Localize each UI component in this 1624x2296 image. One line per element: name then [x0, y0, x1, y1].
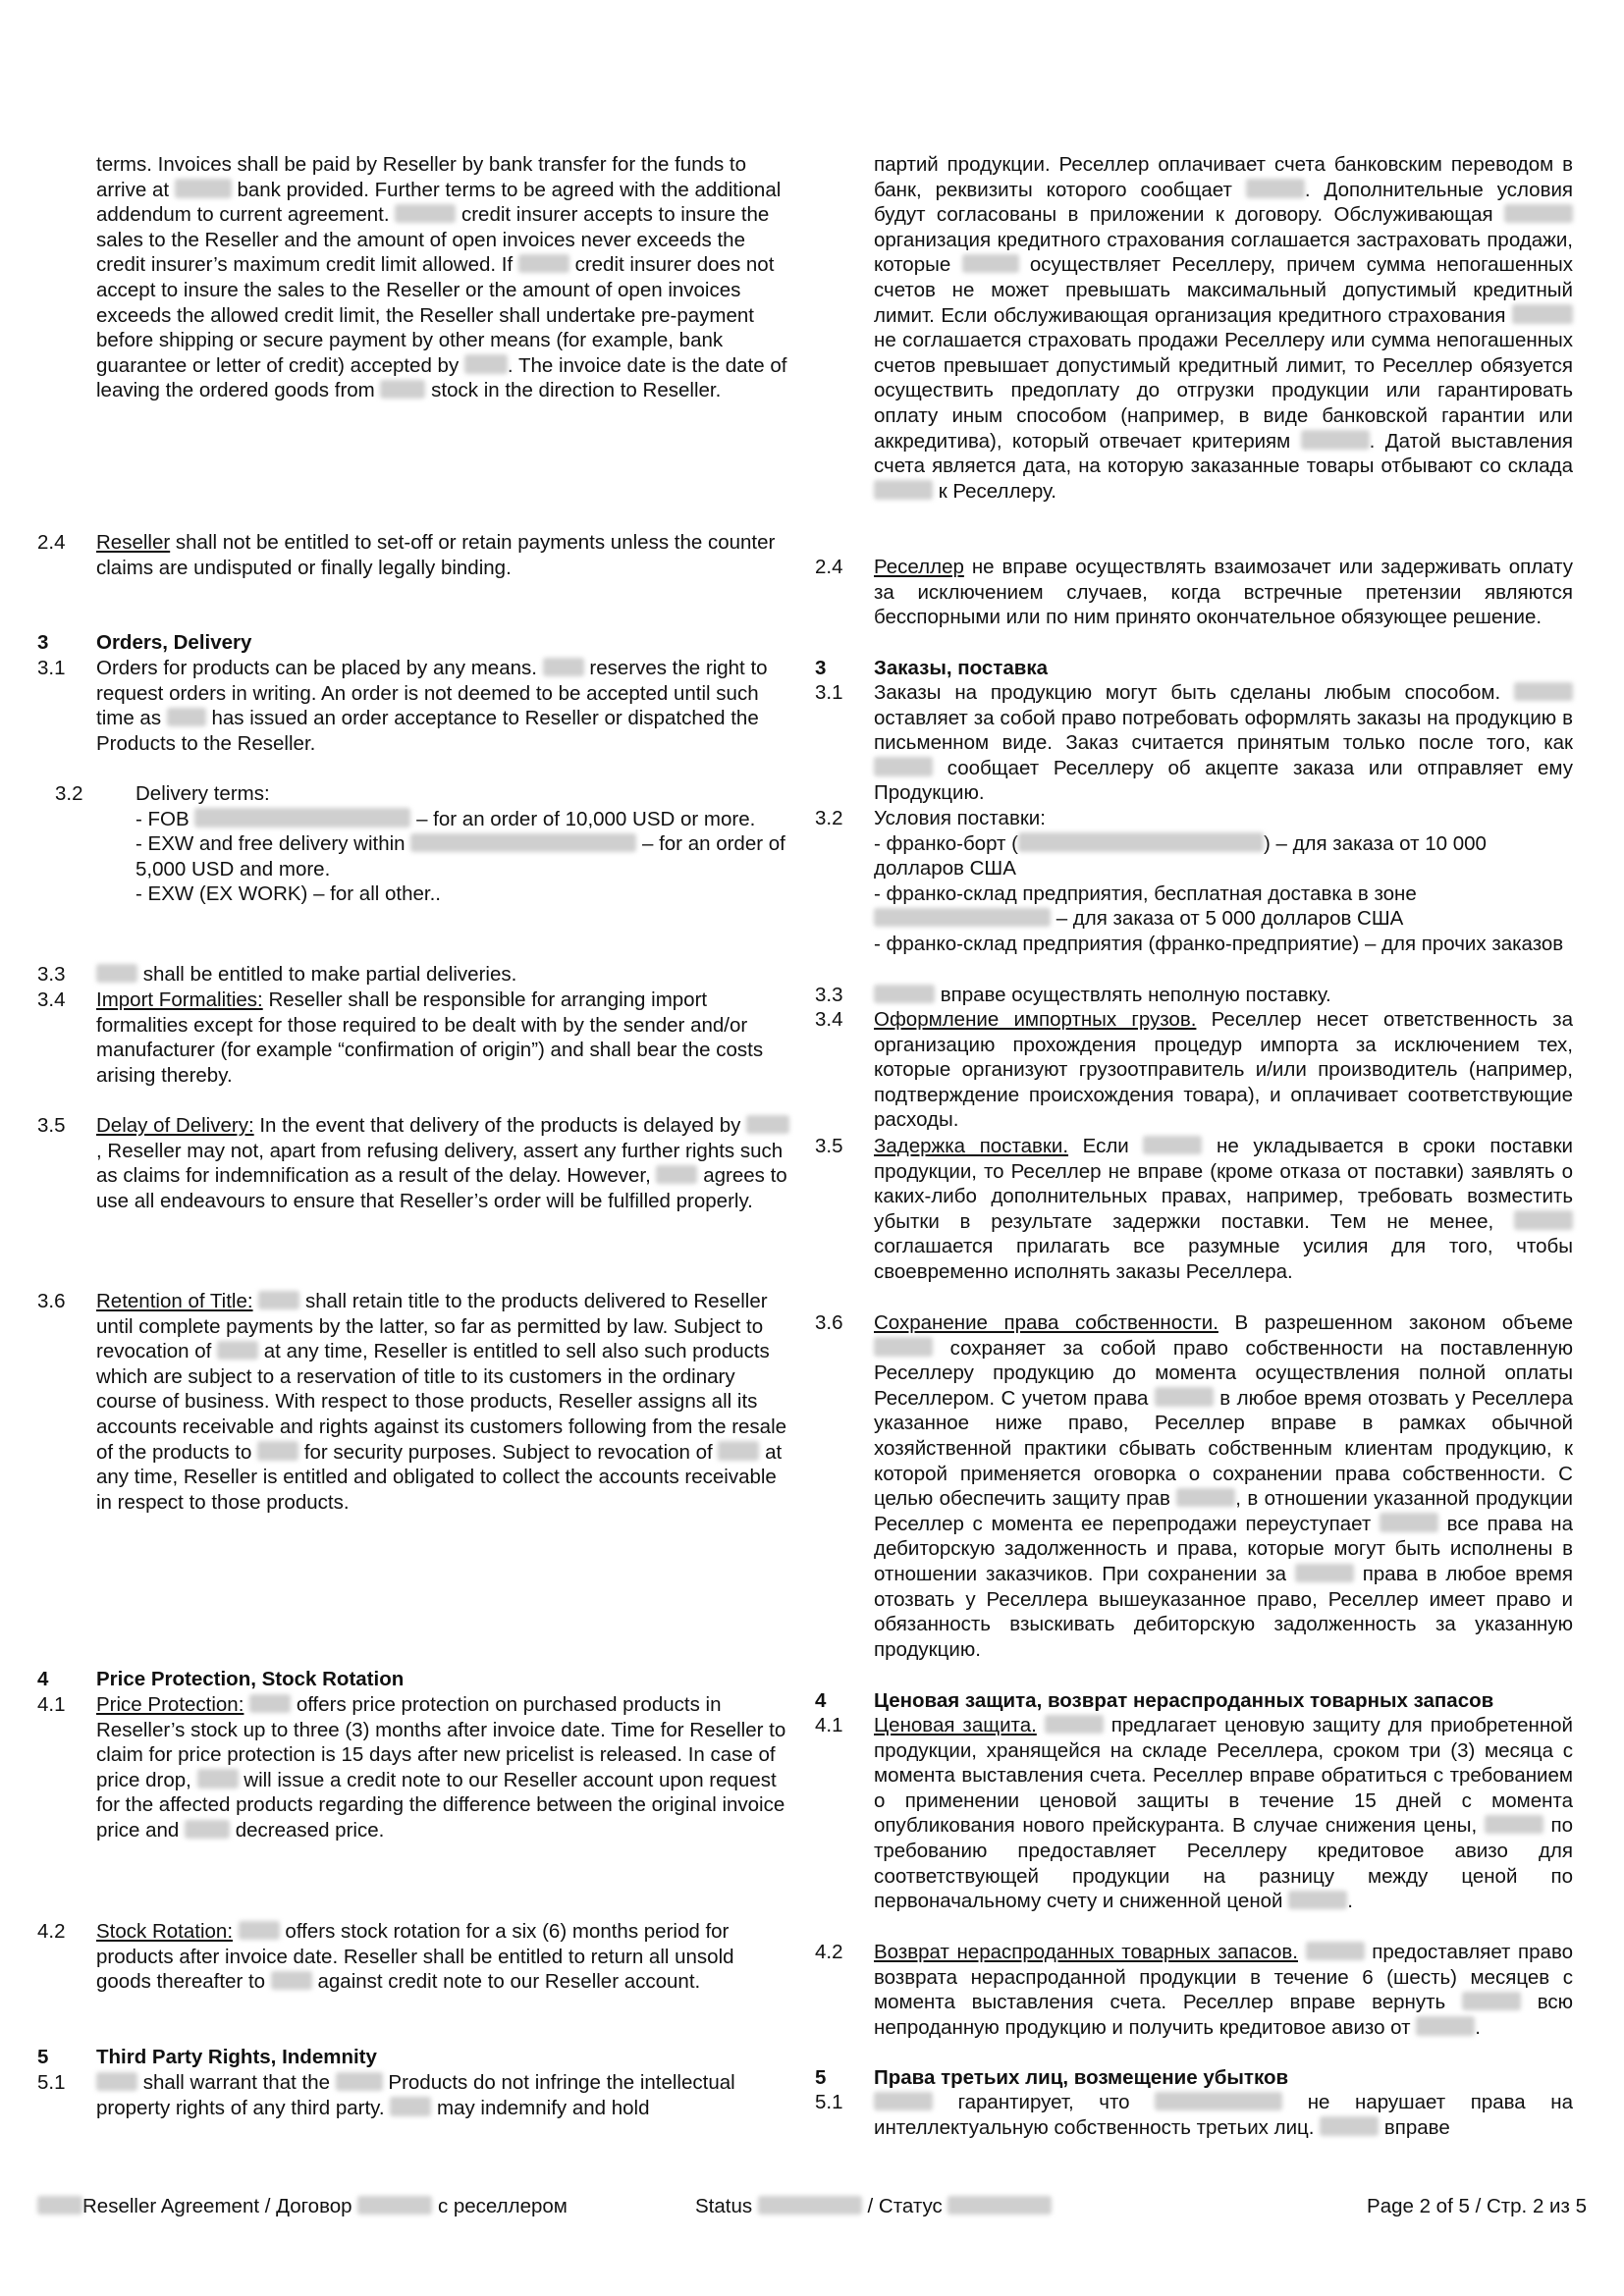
redacted-text: [217, 1341, 258, 1360]
text: осуществляет Реселлеру, причем сумма непогашенных счетов не может превышать максимальный допустимый кредитный лимит. Если обслуживающая организация кредитного страхования: [874, 253, 1573, 327]
text: credit insurer accepts to insure the sales to the Reseller and the amount of open invoices never exceeds the credit insurer’s maximum credit limit allowed. If: [96, 203, 770, 277]
text: – for an order of 10,000 USD or more.: [416, 807, 756, 830]
section-number: 3: [37, 631, 49, 654]
english-column: [37, 152, 793, 2120]
section-2-3-continued-en: [37, 152, 793, 530]
section-number: 3.4: [815, 1008, 843, 1031]
text: offers price protection on purchased products in Reseller’s stock up to three (3) months after invoice date. Time for Reseller to claim for price protection is 15 days after new pricelist is released. In case of price drop,: [96, 1693, 786, 1791]
text: Reseller shall be responsible for arranging import formalities except for those required to be dealt with by the sender and/or manufacturer (for example “confirmation of origin”) and shall bear the costs arising thereby.: [96, 988, 764, 1087]
section-number: 4.2: [37, 1920, 66, 1943]
text: offers stock rotation for a six (6) months period for products after invoice date. Reseller shall be entitled to return all unsold goods thereafter to: [96, 1920, 734, 1994]
section-3-5-ru: [815, 1134, 1573, 1310]
redacted-text: [96, 2072, 137, 2091]
section-3-5-en: [37, 1113, 793, 1289]
section-number: 4.1: [815, 1714, 843, 1736]
text: . Дополнительные условия будут согласованы в приложении к договору. Обслуживающая: [874, 178, 1574, 227]
redacted-text: [758, 2196, 862, 2215]
text: .: [1475, 2015, 1481, 2039]
redacted-text: [1018, 832, 1264, 851]
redacted-text: [1514, 1210, 1573, 1229]
text: предоставляет право возврата нераспроданной продукции в течение 6 (шесть) месяцев с момента выставления счета. Реселлер вправе вернуть: [874, 1941, 1574, 2014]
text: at any time, Reseller is entitled to sell also such products which are subject to a reservation of title to its customers in the ordinary course of business. With respect to those products, Reseller assigns all its accounts receivable and rights against its customers following from the resale of the products to: [96, 1340, 787, 1464]
text: shall be entitled to make partial deliveries.: [142, 963, 517, 986]
redacted-text: [874, 757, 933, 775]
text: Orders for products can be placed by any means.: [96, 657, 537, 679]
redacted-text: [410, 833, 636, 852]
text: Заказы на продукцию могут быть сделаны любым способом.: [874, 681, 1501, 704]
defined-term: Сохранение права собственности.: [874, 1311, 1218, 1334]
section-4-heading-ru: [815, 1688, 1573, 1713]
section-5-heading-ru: [815, 2065, 1573, 2090]
section-3-6-ru: [815, 1310, 1573, 1688]
text: against credit note to our Reseller account.: [317, 1970, 701, 1994]
redacted-text: [197, 1769, 239, 1788]
section-title: Права третьих лиц, возмещение убытков: [874, 2066, 1289, 2089]
redacted-text: [1320, 2116, 1379, 2135]
text: предлагает ценовую защиту для приобретенной продукции, хранящейся на складе Реселлера, сроком три (3) месяца с момента выставления счета. Реселлер вправе обратиться с требованием о применении ценовой защиты в течение 15 дней с момента опубликования нового прейскуранта. В случае снижения цены,: [874, 1714, 1573, 1838]
text: reserves the right to request orders in writing. An order is not deemed to be accepted until such time as: [96, 657, 768, 730]
section-number: 3: [815, 657, 827, 679]
section-number: 5: [37, 2046, 49, 2068]
redacted-text: [947, 2196, 1052, 2215]
redacted-text: [167, 708, 206, 726]
text: оставляет за собой право потребовать оформлять заказы на продукцию в письменном виде. Заказ считается принятым только после того, как: [874, 706, 1573, 755]
redacted-text: [1295, 1564, 1354, 1582]
status-label: Status: [695, 2195, 753, 2217]
section-number: 3.3: [37, 963, 66, 986]
defined-term: Reseller: [96, 531, 171, 554]
redacted-text: [249, 1694, 291, 1713]
delivery-terms-title: Delivery terms:: [135, 782, 270, 805]
redacted-text: [271, 1971, 312, 1990]
redacted-text: [258, 1291, 299, 1309]
section-2-4-ru: [815, 555, 1573, 656]
status-label-ru: / Статус: [867, 2195, 943, 2217]
redacted-text: [239, 1921, 280, 1940]
redacted-text: [1514, 682, 1573, 701]
redacted-text: [96, 964, 137, 983]
section-number: 4.2: [815, 1941, 843, 1963]
section-3-6-en: [37, 1289, 793, 1667]
section-number: 4.1: [37, 1693, 66, 1716]
section-number: 3.6: [815, 1311, 843, 1334]
footer-title: [37, 2194, 568, 2219]
section-title: Заказы, поставка: [874, 657, 1048, 679]
redacted-text: [37, 2196, 82, 2215]
defined-term: Задержка поставки.: [874, 1135, 1069, 1157]
text: ) – для заказа от 10 000 долларов США: [874, 831, 1487, 881]
section-4-heading-en: [37, 1667, 793, 1692]
redacted-text: [1288, 1891, 1347, 1909]
footer-status: [695, 2194, 1052, 2219]
text: , в отношении указанной продукции Реселлер с момента ее перепродажи переуступает: [874, 1487, 1573, 1535]
redacted-text: [1306, 1942, 1365, 1960]
redacted-text: [1504, 204, 1573, 223]
redacted-text: [1301, 430, 1370, 449]
text: по требованию предоставляет Реселлеру кредитовое авизо для соответствующей продукции на разницу между ценой по первоначальному счету и сниженной ценой: [874, 1814, 1574, 1913]
section-3-2-ru: [815, 806, 1573, 983]
text: may indemnify and hold: [437, 2096, 650, 2119]
section-number: 3.1: [37, 657, 66, 679]
section-4-2-ru: [815, 1940, 1573, 2065]
section-title: Ценовая защита, возврат нераспроданных товарных запасов: [874, 1689, 1494, 1712]
defined-term: Import Formalities:: [96, 988, 263, 1011]
page-number: Page 2 of 5 / Стр. 2 из 5: [1367, 2195, 1587, 2217]
section-number: 3.5: [37, 1114, 66, 1137]
text: гарантирует, что: [957, 2091, 1130, 2113]
redacted-text: [1462, 1992, 1521, 2010]
defined-term: Retention of Title:: [96, 1290, 253, 1312]
footer-agreement-label: Reseller Agreement / Договор: [82, 2195, 352, 2217]
redacted-text: [543, 658, 584, 676]
section-number: 3.2: [815, 807, 843, 829]
text: права в любое время отозвать у Реселлера вышеуказанное право, Реселлер имеет право и обязанность взыскивать дебиторскую задолженность за указанную продукцию.: [874, 1562, 1574, 1661]
redacted-text: [1416, 2016, 1475, 2035]
section-number: 3.2: [55, 782, 83, 805]
text: will issue a credit note to our Reseller account upon request for the affected products regarding the difference between the original invoice price and: [96, 1768, 785, 1842]
text: не соглашается страховать продажи Реселлеру или сумма непогашенных счетов превышает допустимый кредитный лимит, то Реселлер обязуется осуществить предоплату до отгрузки продукции или гарантировать оплату иным способом (например, в виде банковской гарантии или аккредитива), который отвечает критериям: [874, 329, 1573, 453]
text: не нарушает права на интеллектуальную собственность третьих лиц.: [874, 2091, 1573, 2139]
text: - франко-борт (: [874, 831, 1018, 855]
section-3-1-ru: [815, 680, 1573, 806]
text: – для заказа от 5 000 долларов США: [1056, 907, 1404, 931]
defined-term: Ценовая защита.: [874, 1714, 1037, 1736]
redacted-text: [175, 179, 232, 197]
defined-term: Оформление импортных грузов.: [874, 1008, 1197, 1031]
section-5-1-ru: [815, 2090, 1573, 2140]
section-2-4-en: [37, 530, 793, 630]
text: вправе осуществлять неполную поставку.: [940, 984, 1331, 1006]
section-number: 5: [815, 2066, 827, 2089]
section-5-heading-en: [37, 2045, 793, 2070]
redacted-text: [1380, 1513, 1438, 1531]
text: , Reseller may not, apart from refusing delivery, assert any further rights such as claims for indemnification as a result of the delay. However,: [96, 1139, 784, 1188]
section-number: 4: [815, 1689, 827, 1712]
text: партий продукции. Реселлер оплачивает счета банковским переводом в банк, реквизиты которого сообщает: [874, 153, 1573, 201]
section-4-1-ru: [815, 1713, 1573, 1940]
section-number: 5.1: [815, 2091, 843, 2113]
text: at any time, Reseller is entitled and obligated to collect the accounts receivable in respect to those products.: [96, 1440, 783, 1514]
redacted-text: [874, 1337, 933, 1356]
redacted-text: [390, 2097, 431, 2115]
section-3-2-en: [37, 781, 793, 962]
redacted-text: [1485, 1815, 1543, 1834]
section-3-4-en: [37, 988, 793, 1113]
section-3-1-en: [37, 656, 793, 781]
section-3-3-en: [37, 962, 793, 988]
section-number: 5.1: [37, 2071, 66, 2094]
redacted-text: [336, 2072, 383, 2091]
section-number: 3.1: [815, 681, 843, 704]
russian-column: [815, 152, 1573, 2140]
redacted-text: [874, 908, 1051, 927]
text: не укладывается в сроки поставки продукции, то Реселлер не вправе (кроме отказа от поставки) заявлять о каких-либо дополнительных правах, например, требовать возместить убытки в результате задержки поставки. Тем не менее,: [874, 1135, 1573, 1233]
text: Products do not infringe the intellectual property rights of any third party.: [96, 2071, 735, 2119]
text: Если: [1082, 1135, 1129, 1157]
text: сообщает Реселлеру об акцепте заказа или отправляет ему Продукцию.: [874, 756, 1573, 805]
defined-term: Реселлер: [874, 556, 964, 578]
text: в любое время отозвать у Реселлера указанное ниже право, Реселлер вправе в рамках обычной хозяйственной практики сбывать собственным клиентам продукцию, к которой применяется оговорка о сохранении права собственности. С целью обеспечить защиту прав: [874, 1386, 1573, 1511]
section-number: 3.5: [815, 1135, 843, 1157]
section-3-heading-ru: [815, 656, 1573, 680]
text: - FOB: [135, 807, 189, 830]
text: decreased price.: [235, 1818, 385, 1842]
text: сохраняет за собой право собственности на поставленную Реселлеру продукцию до момента осуществления полной оплаты Реселлером. С учетом права: [874, 1336, 1573, 1410]
text: В разрешенном законом объеме: [1234, 1311, 1573, 1334]
section-number: 2.4: [815, 556, 843, 578]
redacted-text: [1155, 2092, 1282, 2110]
section-2-3-continued-ru: [815, 152, 1573, 555]
redacted-text: [874, 2092, 933, 2110]
defined-term: Delay of Delivery:: [96, 1114, 254, 1137]
text: agrees to use all endeavours to ensure that Reseller’s order will be fulfilled properly.: [96, 1164, 787, 1212]
redacted-text: [464, 354, 508, 373]
text: has issued an order acceptance to Reseller or dispatched the Products to the Reseller.: [96, 707, 759, 755]
redacted-text: [1246, 179, 1305, 197]
section-title: Third Party Rights, Indemnity: [96, 2046, 377, 2068]
section-number: 4: [37, 1668, 49, 1690]
redacted-text: [962, 254, 1019, 273]
section-number: 3.6: [37, 1290, 66, 1312]
text: - франко-склад предприятия (франко-предприятие) – для прочих заказов: [874, 932, 1564, 955]
text: к Реселлеру.: [938, 479, 1056, 503]
section-3-4-ru: [815, 1007, 1573, 1134]
redacted-text: [656, 1165, 697, 1184]
redacted-text: [874, 985, 935, 1003]
section-title: Price Protection, Stock Rotation: [96, 1668, 405, 1690]
text: shall retain title to the products delivered to Reseller until complete payments by the latter, so far as permitted by law. Subject to revocation of: [96, 1290, 768, 1363]
text: terms. Invoices shall be paid by Reseller by bank transfer for the funds to arrive at: [96, 153, 747, 201]
redacted-text: [357, 2196, 432, 2215]
redacted-text: [1155, 1387, 1214, 1406]
redacted-text: [1045, 1715, 1104, 1734]
text: credit insurer does not accept to insure the sales to the Reseller or the amount of open invoices exceeds the allowed credit limit, the Reseller shall undertake pre-payment before shipping or secure payment by other means (for example, bank guarantee or letter of credit) accepted by: [96, 253, 775, 377]
footer-agreement-label-tail: с реселлером: [437, 2195, 568, 2217]
section-4-2-en: [37, 1919, 793, 2045]
defined-term: Price Protection:: [96, 1693, 244, 1716]
text: for security purposes. Subject to revocation of: [303, 1440, 713, 1464]
redacted-text: [718, 1441, 759, 1460]
redacted-text: [194, 808, 410, 827]
section-4-1-en: [37, 1692, 793, 1919]
section-3-3-ru: [815, 983, 1573, 1007]
delivery-terms-title: Условия поставки:: [874, 807, 1046, 829]
section-title: Orders, Delivery: [96, 631, 252, 654]
redacted-text: [746, 1115, 789, 1134]
redacted-text: [380, 380, 425, 399]
text: shall not be entitled to set-off or retain payments unless the counter claims are undisputed or finally legally binding.: [96, 531, 776, 579]
section-number: 2.4: [37, 531, 66, 554]
section-3-heading-en: [37, 630, 793, 656]
redacted-text: [185, 1820, 230, 1839]
section-5-1-en: [37, 2070, 793, 2120]
text: . Датой выставления счета является дата, на которую заказанные товары отбывают со склада: [874, 429, 1573, 478]
defined-term: Stock Rotation:: [96, 1920, 234, 1943]
redacted-text: [257, 1441, 298, 1460]
text: всю непроданную продукцию и получить кредитовое авизо от: [874, 1991, 1573, 2039]
text: . The invoice date is the date of leaving the ordered goods from: [96, 353, 787, 402]
section-number: 3.4: [37, 988, 66, 1011]
redacted-text: [395, 204, 456, 223]
text: - EXW (EX WORK) – for all other..: [135, 882, 441, 906]
redacted-text: [1512, 304, 1573, 323]
redacted-text: [518, 254, 569, 273]
section-number: 3.3: [815, 984, 843, 1006]
text: - франко-склад предприятия, бесплатная доставка в зоне: [874, 881, 1417, 905]
text: shall warrant that the: [142, 2071, 330, 2094]
redacted-text: [874, 480, 933, 499]
text: In the event that delivery of the products is delayed by: [259, 1114, 741, 1137]
text: stock in the direction to Reseller.: [431, 379, 722, 402]
text: – for an order of 5,000 USD and more.: [135, 832, 785, 881]
text: не вправе осуществлять взаимозачет или задерживать оплату за исключением случаев, когда встречные претензии являются бесспорными или по ним принято окончательное обязующее решение.: [874, 556, 1573, 629]
text: вправе: [1383, 2115, 1450, 2139]
text: .: [1347, 1890, 1353, 1913]
redacted-text: [1143, 1136, 1202, 1154]
defined-term: Возврат нераспроданных товарных запасов.: [874, 1941, 1298, 1963]
text: соглашается прилагать все разумные усилия для того, чтобы своевременно исполнять заказы Реселлера.: [874, 1235, 1573, 1283]
redacted-text: [1176, 1488, 1235, 1507]
text: Реселлер несет ответственность за организацию прохождения процедур импорта за исключением тех, которые организуют грузоотправитель и/или производитель (например, подтверждение происхождения товара), и оплачивает соответствующие расходы.: [874, 1008, 1573, 1132]
text: - EXW and free delivery within: [135, 832, 406, 856]
text: все права на дебиторскую задолженность и права, которые могут быть исполнены в отношении заказчиков. При сохранении за: [874, 1512, 1574, 1585]
text: организация кредитного страхования соглашается застраховать продажи, которые: [874, 228, 1573, 277]
text: bank provided. Further terms to be agreed with the additional addendum to current agreement.: [96, 178, 782, 227]
